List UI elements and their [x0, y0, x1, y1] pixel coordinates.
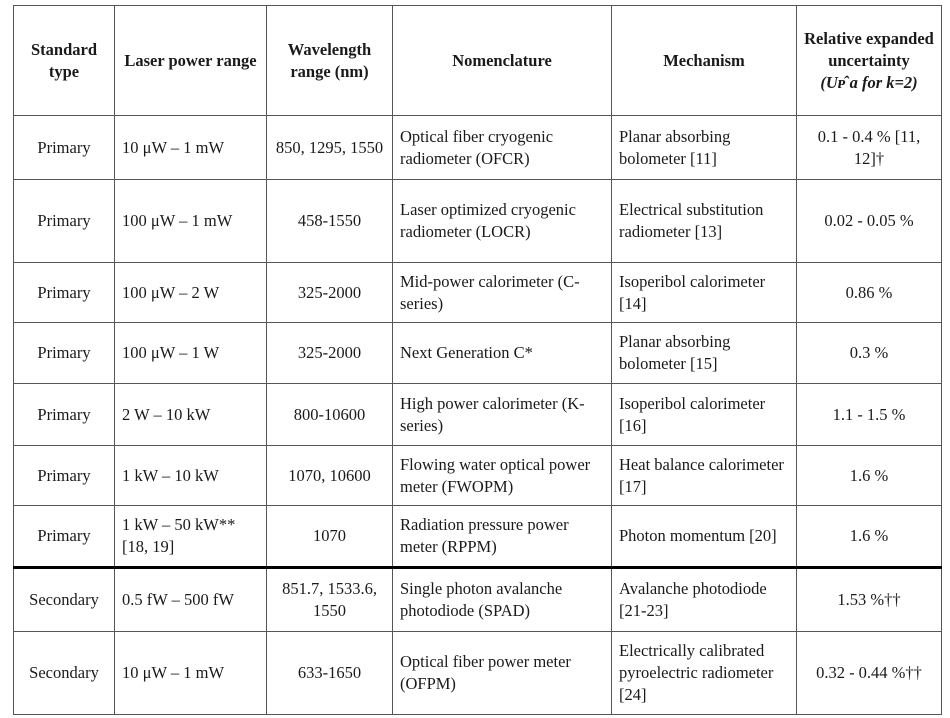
cell-nomenclature: Optical fiber power meter (OFPM) — [393, 632, 612, 715]
cell-laser-power-range: 10 μW – 1 mW — [115, 116, 267, 180]
cell-nomenclature: High power calorimeter (K-series) — [393, 384, 612, 446]
cell-uncertainty: 1.6 % — [797, 446, 942, 506]
cell-mechanism: Electrical substitution radiometer [13] — [612, 180, 797, 263]
cell-nomenclature: Single photon avalanche photodiode (SPAD) — [393, 568, 612, 632]
header-uncertainty-title: Relative expanded uncertainty — [804, 28, 934, 70]
cell-mechanism: Electrically calibrated pyroelectric radiometer [24] — [612, 632, 797, 715]
header-standard-type: Standard type — [14, 6, 115, 116]
cell-laser-power-range: 2 W – 10 kW — [115, 384, 267, 446]
table-row — [14, 506, 942, 568]
table-row — [14, 323, 942, 384]
header-wavelength-range: Wavelength range (nm) — [267, 6, 393, 116]
cell-wavelength-range: 325-2000 — [267, 323, 393, 384]
cell-mechanism: Planar absorbing bolometer [11] — [612, 116, 797, 180]
cell-laser-power-range: 0.5 fW – 500 fW — [115, 568, 267, 632]
cell-wavelength-range: 850, 1295, 1550 — [267, 116, 393, 180]
table-row — [14, 384, 942, 446]
table-row — [14, 568, 942, 632]
cell-nomenclature: Optical fiber cryogenic radiometer (OFCR) — [393, 116, 612, 180]
cell-uncertainty: 1.1 - 1.5 % — [797, 384, 942, 446]
cell-standard-type: Primary — [14, 180, 115, 263]
table-row — [14, 180, 942, 263]
header-row — [14, 6, 942, 116]
cell-laser-power-range: 10 μW – 1 mW — [115, 632, 267, 715]
cell-mechanism: Planar absorbing bolometer [15] — [612, 323, 797, 384]
table-row — [14, 446, 942, 506]
cell-mechanism: Avalanche photodiode [21-23] — [612, 568, 797, 632]
cell-mechanism: Isoperibol calorimeter [14] — [612, 263, 797, 323]
cell-nomenclature: Next Generation C* — [393, 323, 612, 384]
cell-laser-power-range: 1 kW – 50 kW** [18, 19] — [115, 506, 267, 568]
cell-standard-type: Primary — [14, 506, 115, 568]
cell-uncertainty: 1.53 %†† — [797, 568, 942, 632]
cell-standard-type: Primary — [14, 323, 115, 384]
cell-wavelength-range: 458-1550 — [267, 180, 393, 263]
header-mechanism: Mechanism — [612, 6, 797, 116]
cell-laser-power-range: 1 kW – 10 kW — [115, 446, 267, 506]
cell-wavelength-range: 800-10600 — [267, 384, 393, 446]
cell-standard-type: Secondary — [14, 568, 115, 632]
cell-standard-type: Primary — [14, 446, 115, 506]
cell-uncertainty: 0.32 - 0.44 %†† — [797, 632, 942, 715]
header-nomenclature: Nomenclature — [393, 6, 612, 116]
table-row — [14, 263, 942, 323]
cell-standard-type: Secondary — [14, 632, 115, 715]
cell-uncertainty: 0.3 % — [797, 323, 942, 384]
standards-table — [13, 5, 942, 715]
header-laser-power-range: Laser power range — [115, 6, 267, 116]
cell-uncertainty: 0.02 - 0.05 % — [797, 180, 942, 263]
table-row — [14, 632, 942, 715]
cell-laser-power-range: 100 μW – 1 mW — [115, 180, 267, 263]
header-uncertainty — [797, 6, 942, 116]
cell-wavelength-range: 1070, 10600 — [267, 446, 393, 506]
cell-laser-power-range: 100 μW – 2 W — [115, 263, 267, 323]
cell-laser-power-range: 100 μW – 1 W — [115, 323, 267, 384]
cell-wavelength-range: 1070 — [267, 506, 393, 568]
cell-mechanism: Heat balance calorimeter [17] — [612, 446, 797, 506]
cell-mechanism: Photon momentum [20] — [612, 506, 797, 568]
cell-standard-type: Primary — [14, 384, 115, 446]
cell-nomenclature: Radiation pressure power meter (RPPM) — [393, 506, 612, 568]
cell-nomenclature: Mid-power calorimeter (C-series) — [393, 263, 612, 323]
header-uncertainty-symbol: (Uᴘ̂ a for k=2) — [820, 72, 918, 92]
cell-wavelength-range: 325-2000 — [267, 263, 393, 323]
cell-mechanism: Isoperibol calorimeter [16] — [612, 384, 797, 446]
cell-nomenclature: Laser optimized cryogenic radiometer (LOCR) — [393, 180, 612, 263]
cell-wavelength-range: 851.7, 1533.6, 1550 — [267, 568, 393, 632]
cell-uncertainty: 0.86 % — [797, 263, 942, 323]
table-row — [14, 116, 942, 180]
cell-wavelength-range: 633-1650 — [267, 632, 393, 715]
standards-table-container — [13, 5, 942, 715]
cell-uncertainty: 0.1 - 0.4 % [11, 12]† — [797, 116, 942, 180]
cell-standard-type: Primary — [14, 116, 115, 180]
cell-standard-type: Primary — [14, 263, 115, 323]
cell-nomenclature: Flowing water optical power meter (FWOPM) — [393, 446, 612, 506]
cell-uncertainty: 1.6 % — [797, 506, 942, 568]
